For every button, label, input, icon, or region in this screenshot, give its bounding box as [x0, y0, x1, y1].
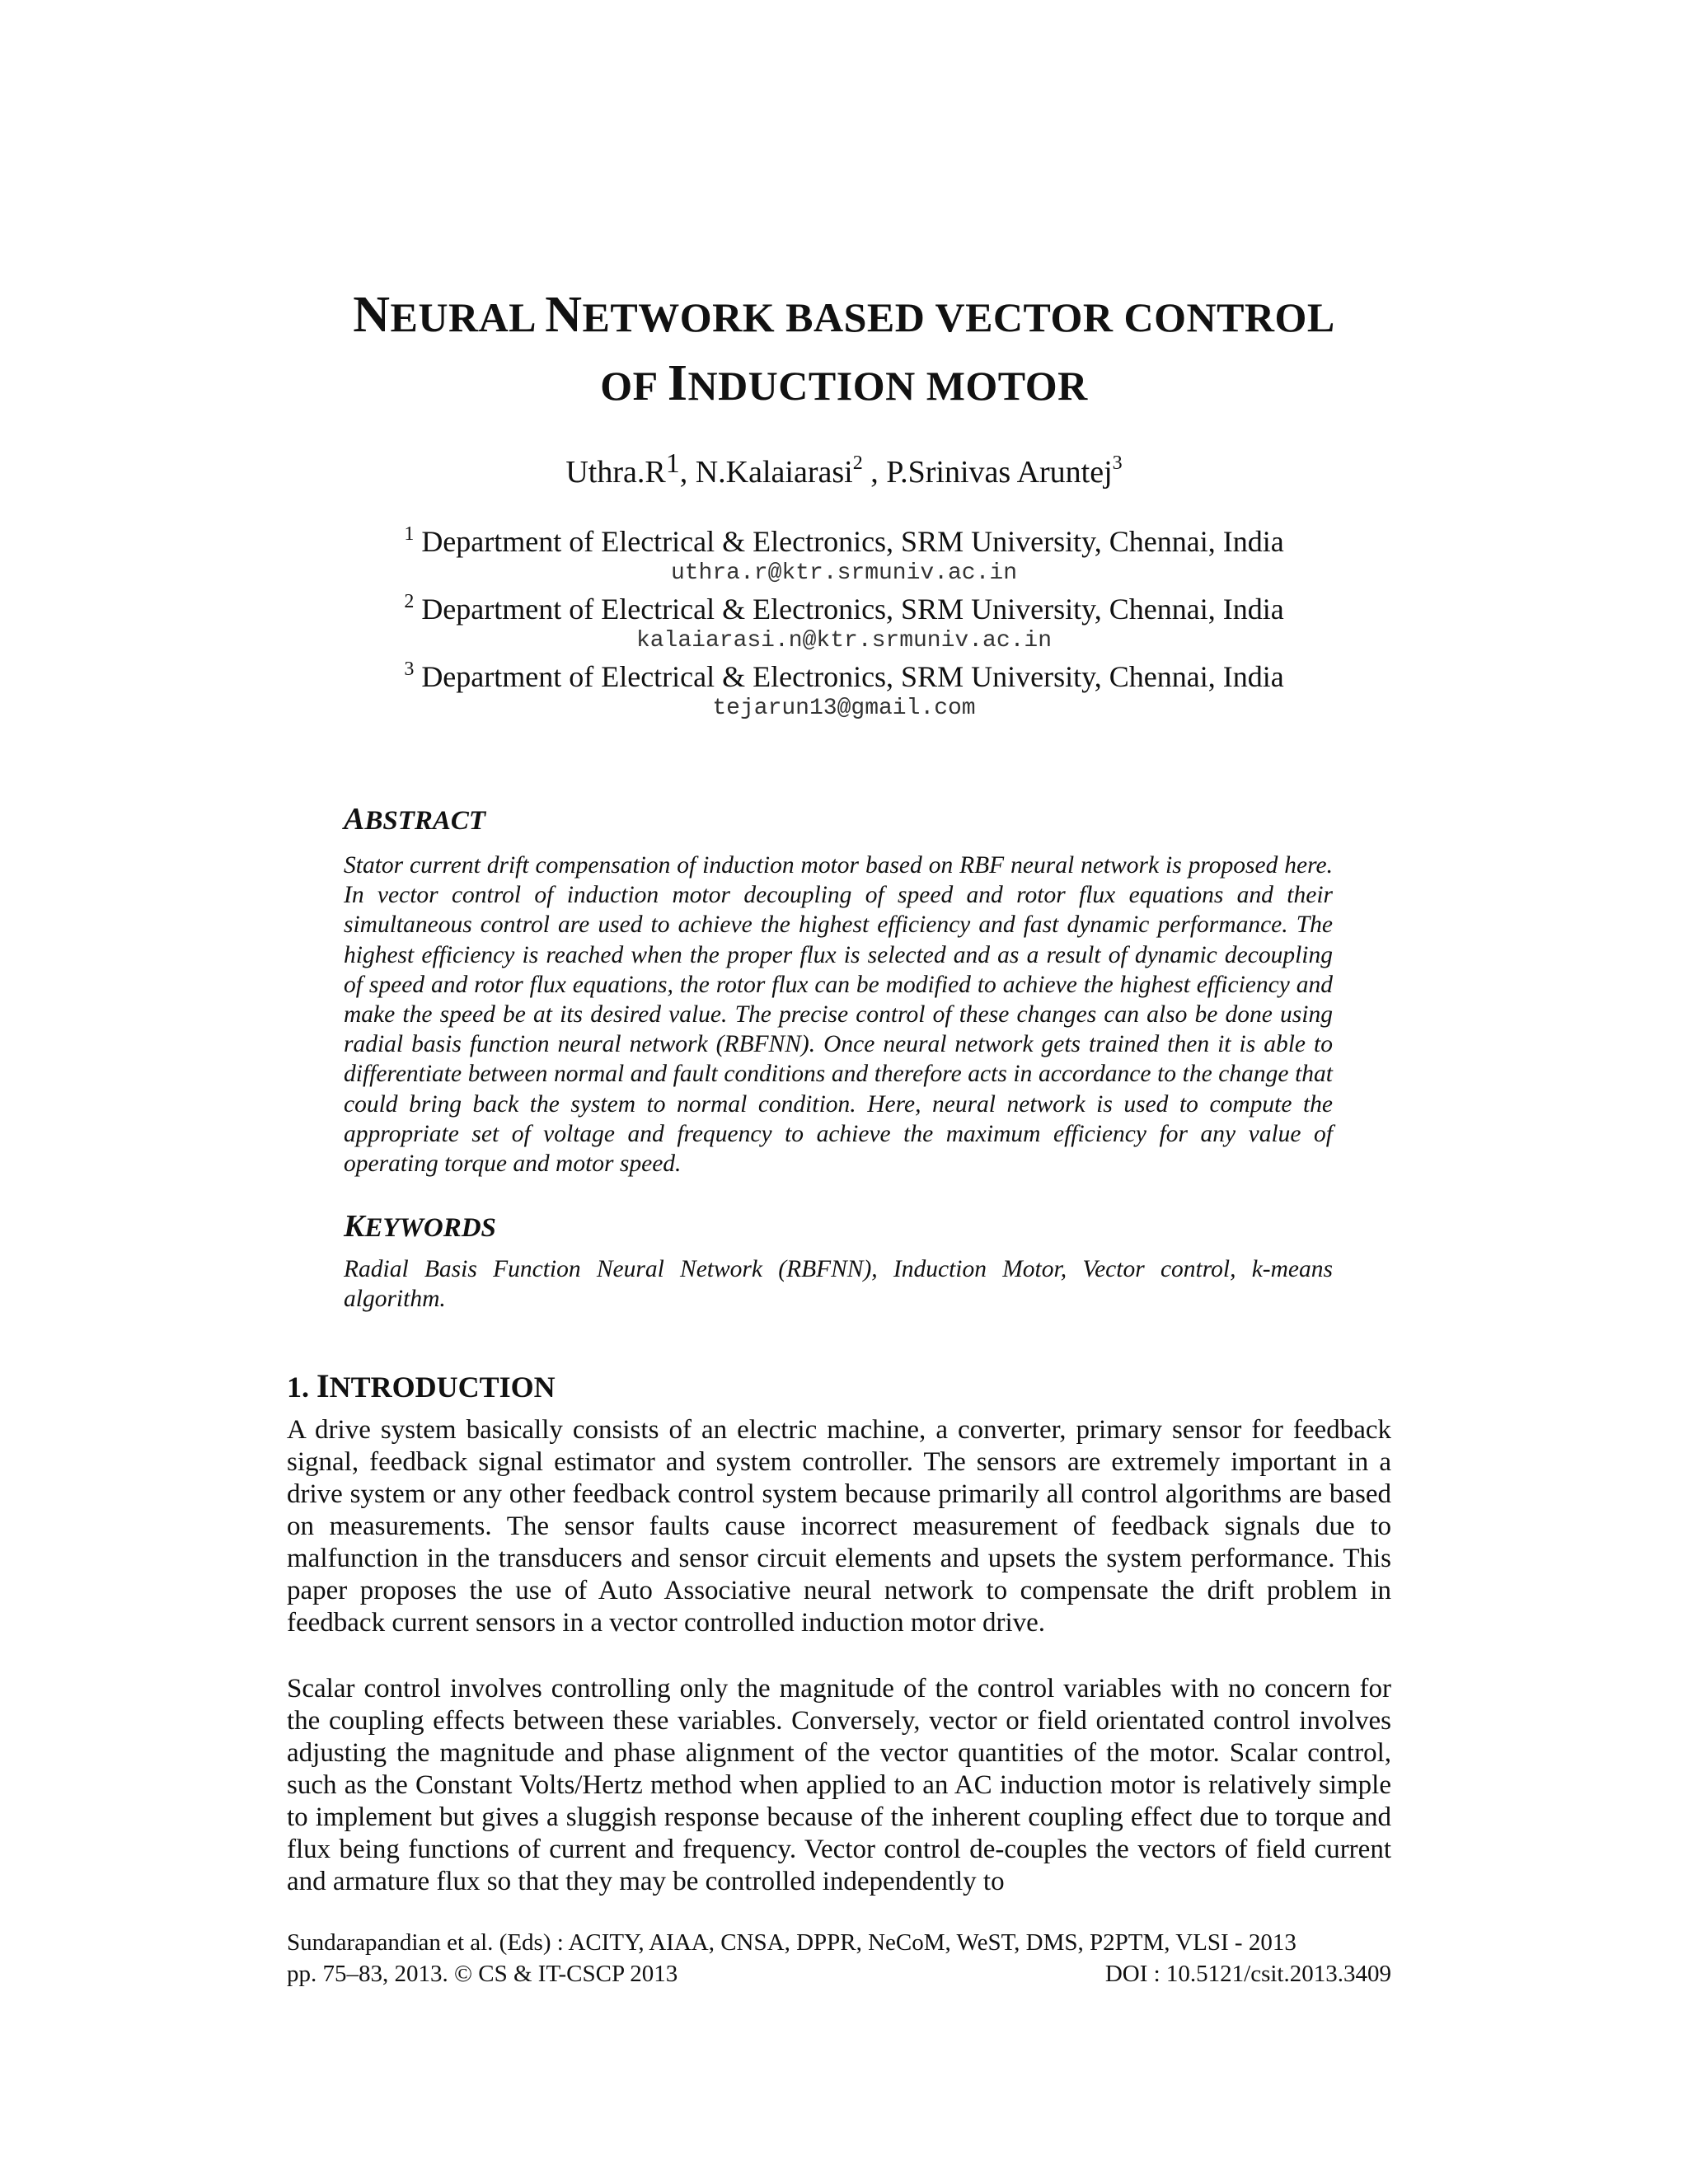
author-sup: 1	[665, 448, 680, 479]
abstract-heading: ABSTRACT	[344, 802, 486, 837]
author-name: P.Srinivas Aruntej	[886, 455, 1113, 490]
affiliation-list	[0, 524, 1688, 727]
author-sup: 2	[852, 452, 863, 474]
author-sup: 3	[1112, 452, 1123, 474]
affiliation-sup: 3	[404, 658, 415, 680]
author-name: Uthra.R	[565, 455, 666, 490]
author-email[interactable]: uthra.r@ktr.srmuniv.ac.in	[670, 560, 1018, 586]
footer-meta	[287, 1958, 1391, 1990]
footer-pages: pp. 75–83, 2013. © CS & IT-CSCP 2013	[287, 1961, 678, 1987]
affiliation-text: Department of Electrical & Electronics, SRM University, Chennai, India	[421, 593, 1284, 626]
title-line-2: OF INDUCTION MOTOR	[600, 355, 1088, 411]
author-email[interactable]: tejarun13@gmail.com	[712, 696, 976, 721]
affiliation-text: Department of Electrical & Electronics, SRM University, Chennai, India	[421, 660, 1284, 693]
author-name: N.Kalaiarasi	[695, 455, 853, 490]
affiliation	[0, 524, 1688, 559]
abstract-text: Stator current drift compensation of induction motor based on RBF neural network is proposed here. In vector control of induction motor decoupling of speed and rotor flux equations and their simultaneous control are used to achieve the highest efficiency and fast dynamic performance. The highest efficiency is reached when the proper flux is selected and as a result of dynamic decoupling of speed and rotor flux equations, the rotor flux can be modified to achieve the highest efficiency and make the speed be at its desired value. The precise control of these changes can also be done using radial basis function neural network (RBFNN). Once neural network gets trained then it is able to differentiate between normal and fault conditions and therefore acts in accordance to the change that could bring back the system to normal condition. Here, neural network is used to compute the appropriate set of voltage and frequency to achieve the maximum efficiency for any value of operating torque and motor speed.	[344, 852, 1333, 1178]
affiliation	[0, 659, 1688, 694]
page-footer	[287, 1927, 1391, 1990]
affiliation-text: Department of Electrical & Electronics, SRM University, Chennai, India	[421, 525, 1284, 558]
affiliation-sup: 1	[404, 523, 415, 545]
affiliation	[0, 592, 1688, 626]
title-line-1: NEURAL NETWORK BASED VECTOR CONTROL	[353, 287, 1335, 343]
intro-paragraph: A drive system basically consists of an electric machine, a converter, primary sensor for feedback signal, feedback signal estimator and system controller. The sensors are extremely important in a drive system or any other feedback control system because primarily all control algorithms are based on measurements. The sensor faults cause incorrect measurement of feedback signals due to malfunction in the transducers and sensor circuit elements and upsets the system performance. This paper proposes the use of Auto Associative neural network to compensate the drift problem in feedback current sensors in a vector controlled induction motor drive.	[287, 1415, 1391, 1638]
footer-proceedings-text: Sundarapandian et al. (Eds) : ACITY, AIAA, CNSA, DPPR, NeCoM, WeST, DMS, P2PTM, VLSI - 2013	[287, 1929, 1296, 1956]
keywords-heading: KEYWORDS	[344, 1209, 496, 1244]
author-email[interactable]: kalaiarasi.n@ktr.srmuniv.ac.in	[635, 628, 1053, 654]
paper-title	[0, 282, 1688, 419]
footer-proceedings	[287, 1927, 1391, 1958]
section-heading-introduction: 1. INTRODUCTION	[287, 1367, 556, 1404]
footer-doi[interactable]: DOI : 10.5121/csit.2013.3409	[1104, 1961, 1391, 1987]
keywords-text: Radial Basis Function Neural Network (RBFNN), Induction Motor, Vector control, k-means algorithm.	[344, 1256, 1333, 1313]
section-number: 1.	[287, 1371, 309, 1404]
affiliation-sup: 2	[404, 591, 415, 612]
author-list: $Uthra.R^1$, N.Kalaiarasi$^2$ , P.Srinivas Aruntej$^3$	[565, 448, 1123, 490]
intro-paragraph: Scalar control involves controlling only the magnitude of the control variables with no concern for the coupling effects between these variables. Conversely, vector or field orientated control involves adjusting the magnitude and phase alignment of the vector quantities of the motor. Scalar control, such as the Constant Volts/Hertz method when applied to an AC induction motor is relatively simple to implement but gives a sluggish response because of the inherent coupling effect due to torque and flux being functions of current and frequency. Vector control de-couples the vectors of field current and armature flux so that they may be controlled independently to	[287, 1674, 1391, 1896]
